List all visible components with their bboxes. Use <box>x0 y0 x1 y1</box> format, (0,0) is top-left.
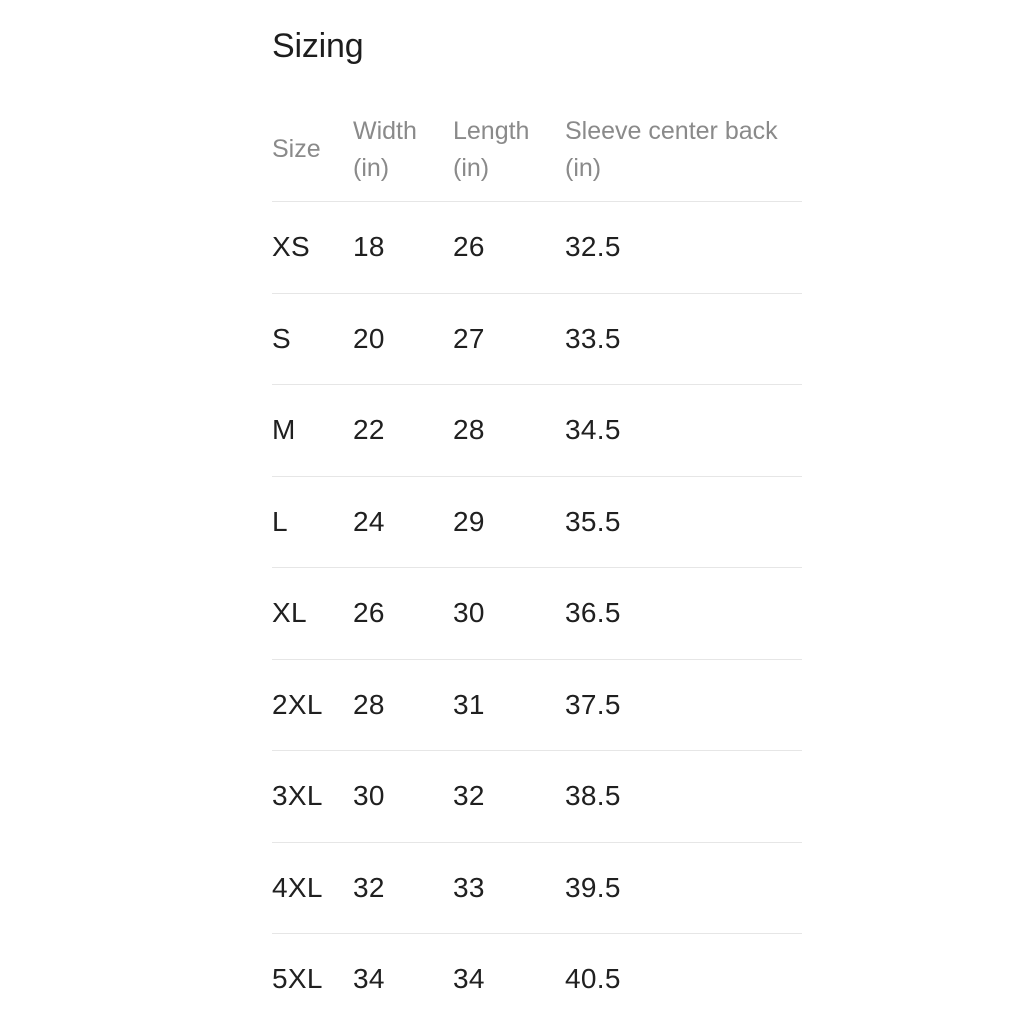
header-sleeve-label: Sleeve center back <box>565 116 778 145</box>
table-row <box>272 568 802 660</box>
cell-sleeve: 40.5 <box>565 963 621 995</box>
cell-sleeve: 33.5 <box>565 293 802 385</box>
header-width <box>353 100 453 202</box>
table-row <box>272 385 802 477</box>
table-header <box>272 100 802 202</box>
header-sleeve <box>565 100 802 202</box>
table-row <box>272 842 802 934</box>
cell-width: 30 <box>353 751 453 843</box>
cell-sleeve: 32.5 <box>565 202 802 294</box>
cell-length: 32 <box>453 751 565 843</box>
cell-sleeve: 39.5 <box>565 842 802 934</box>
table-body <box>272 202 802 1024</box>
cell-length: 33 <box>453 842 565 934</box>
header-size <box>272 100 353 202</box>
header-length <box>453 100 565 202</box>
cell-width: 28 <box>353 659 453 751</box>
table-row <box>272 659 802 751</box>
cell-length: 27 <box>453 293 565 385</box>
cell-width: 22 <box>353 385 453 477</box>
cell-size: 2XL <box>272 659 353 751</box>
header-width-unit: (in) <box>353 153 390 182</box>
cell-size: 5XL <box>272 963 323 995</box>
cell-length: 34 <box>453 963 485 995</box>
cell-size: XS <box>272 202 353 294</box>
cell-size: 4XL <box>272 842 353 934</box>
header-row <box>272 100 802 202</box>
cell-sleeve: 37.5 <box>565 659 802 751</box>
cell-sleeve: 36.5 <box>565 568 802 660</box>
cell-length: 29 <box>453 476 565 568</box>
cell-sleeve: 35.5 <box>565 476 802 568</box>
page-title: Sizing <box>272 27 364 65</box>
header-width-label: Width <box>353 116 417 145</box>
header-length-unit: (in) <box>453 153 490 182</box>
cell-size: S <box>272 293 353 385</box>
table-row <box>272 751 802 843</box>
cell-size: L <box>272 476 353 568</box>
size-chart-table <box>272 100 802 1024</box>
table-row <box>272 934 802 1024</box>
header-size-label: Size <box>272 135 321 163</box>
cell-sleeve: 34.5 <box>565 385 802 477</box>
table-row <box>272 293 802 385</box>
cell-length: 28 <box>453 385 565 477</box>
cell-width: 26 <box>353 568 453 660</box>
cell-width: 32 <box>353 842 453 934</box>
cell-width: 18 <box>353 202 453 294</box>
cell-width: 20 <box>353 293 453 385</box>
cell-width: 34 <box>353 963 385 995</box>
cell-size: XL <box>272 568 353 660</box>
cell-length: 31 <box>453 659 565 751</box>
table-row <box>272 476 802 568</box>
table-row <box>272 202 802 294</box>
cell-size: M <box>272 385 353 477</box>
header-sleeve-unit: (in) <box>565 153 602 182</box>
cell-length: 30 <box>453 568 565 660</box>
header-length-label: Length <box>453 116 530 145</box>
cell-sleeve: 38.5 <box>565 751 802 843</box>
cell-size: 3XL <box>272 751 353 843</box>
cell-length: 26 <box>453 202 565 294</box>
cell-width: 24 <box>353 476 453 568</box>
